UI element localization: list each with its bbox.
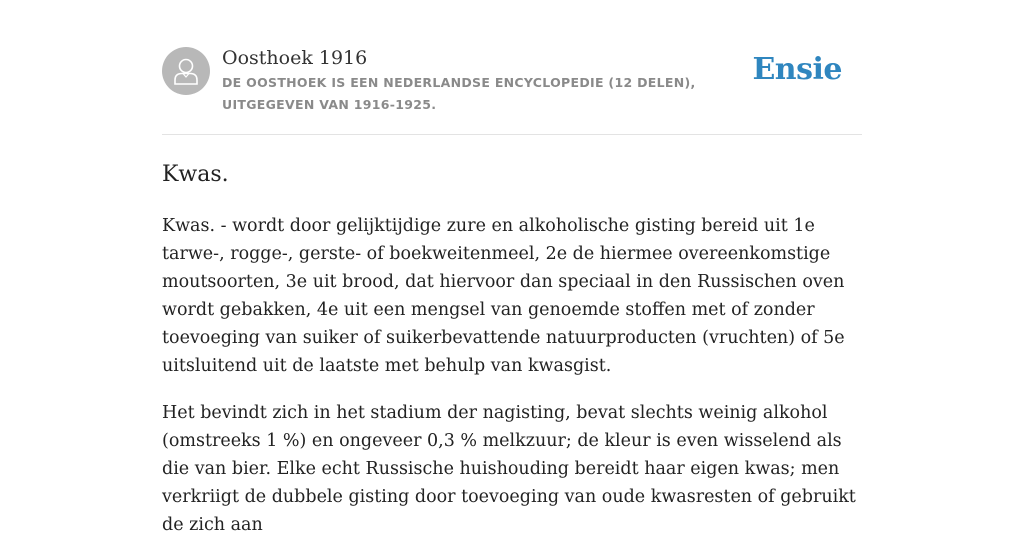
source-description: DE OOSTHOEK IS EEN NEDERLANDSE ENCYCLOPEDIE (12 DELEN), UITGEGEVEN VAN 1916-1925. [222,75,696,112]
source-header [162,0,862,135]
avatar[interactable] [162,47,210,95]
article-paragraph: Het bevindt zich in het stadium der nagisting, bevat slechts weinig alkohol (omstreeks 1 %) en ongeveer 0,3 % melkzuur; de kleur is even wisselend als die van bier. Elke echt Russische huishouding bereidt haar eigen kwas; men verkriigt de dubbele gisting door toevoeging van oude kwasresten of gebruikt de zich aan [162,403,856,535]
brand-logo[interactable]: Ensie [752,52,842,87]
article-title: Kwas. [162,162,229,187]
article-paragraph: Kwas. - wordt door gelijktijdige zure en alkoholische gisting bereid uit 1e tarwe-, rogge-, gerste- of boekweitenmeel, 2e de hiermee overeenkomstige moutsoorten, 3e uit brood, dat hiervoor dan speciaal in den Russischen oven wordt gebakken, 4e uit een mengsel van genoemde stoffen met of zonder toevoeging van suiker of suikerbevattende natuurproducten (vruchten) of 5e uitsluitend uit de laatste met behulp van kwasgist. [162,216,845,376]
page [162,0,862,539]
source-title[interactable]: Oosthoek 1916 [222,47,368,69]
user-avatar-icon [172,56,200,86]
